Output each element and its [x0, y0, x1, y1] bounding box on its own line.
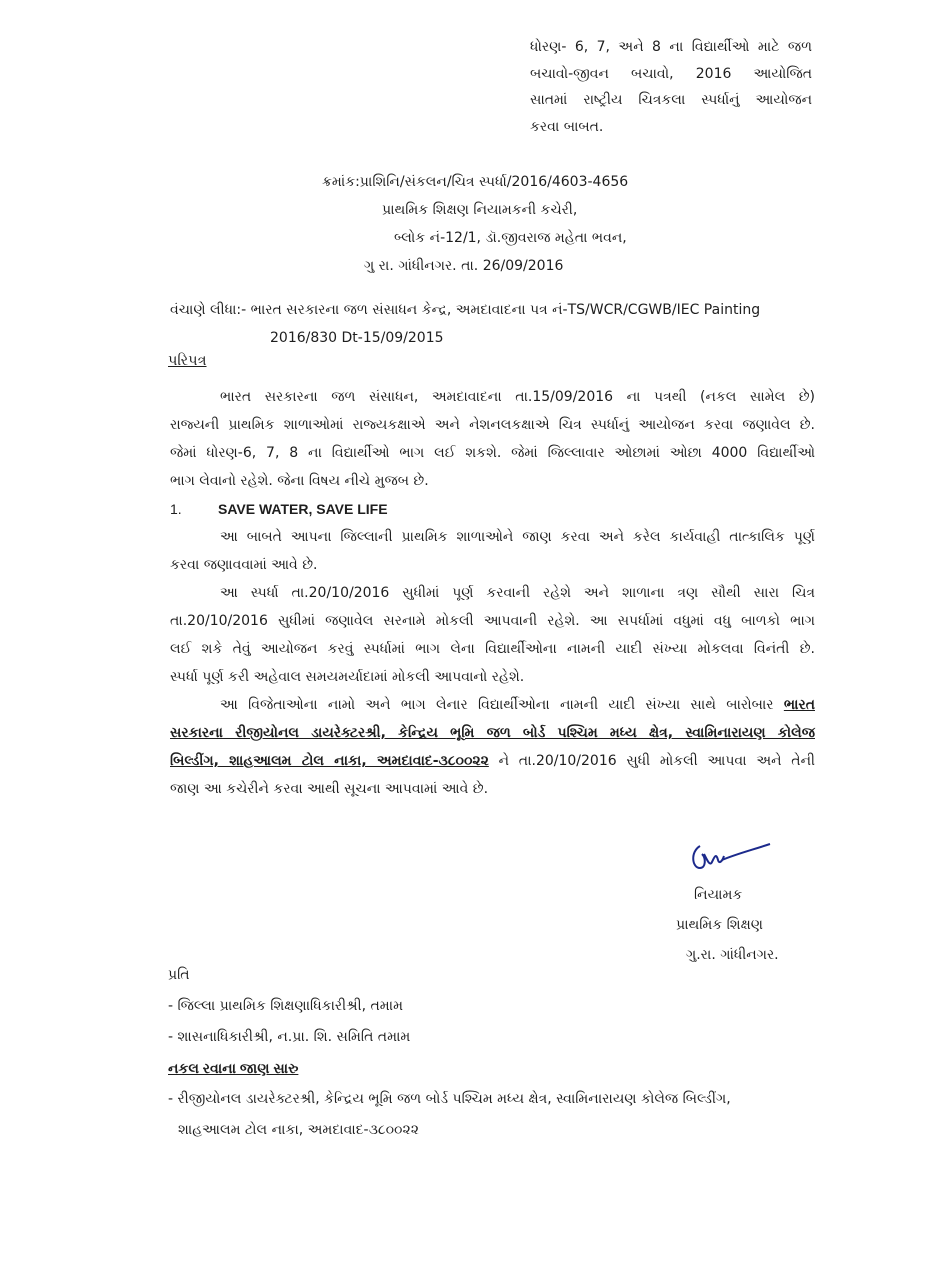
paragraph-line: કરવા જણાવવામાં આવે છે.: [170, 557, 318, 573]
paragraph-line: [170, 719, 815, 747]
paragraph-3: [170, 579, 815, 691]
topic-number: 1.: [170, 501, 182, 517]
signatory-block: [660, 880, 800, 970]
recipient-item: - શાસનાધિકારીશ્રી, ન.પ્રા. શિ. સમિતિ તમામ: [168, 1029, 411, 1045]
paragraph-line: આ બાબતે આપના જિલ્લાની પ્રાથમિક શાળાઓને જાણ કરવા અને કરેલ કાર્યવાહી તાત્કાલિક પૂર્ણ: [220, 529, 815, 545]
recipients-block: [168, 960, 808, 1146]
paragraph-line: [170, 747, 815, 775]
signature-image: [686, 838, 776, 886]
signatory-title: નિયામક: [694, 887, 743, 903]
subject-line: કરવા બાબત.: [530, 118, 604, 135]
reading-reference: [170, 296, 815, 352]
office-address: બ્લોક નં-12/1, ડૉ.જીવરાજ મહેતા ભવન,: [394, 230, 627, 246]
reading-line: 2016/830 Dt-15/09/2015: [270, 330, 444, 346]
paragraph-line: ભાગ લેવાનો રહેશે. જેના વિષય નીચે મુજબ છે.: [170, 473, 429, 489]
paragraph-1: [170, 383, 815, 495]
paragraph-line: [170, 691, 815, 719]
topic-item: [170, 495, 815, 523]
subject-line: ધોરણ- 6, 7, અને 8 ના વિદ્યાર્થીઓ માટે જળ: [530, 39, 812, 55]
paragraph-2: [170, 523, 815, 579]
reading-line: વંચાણે લીધા:- ભારત સરકારના જળ સંસાધન કેન્દ્ર, અમદાવાદના પત્ર નં-TS/WCR/CGWB/IEC Painting: [170, 302, 761, 318]
place-date: ગુ રા. ગાંધીનગર. તા. 26/09/2016: [364, 258, 564, 274]
copy-to-label: નકલ રવાના જાણ સારુ: [168, 1060, 299, 1076]
recipient-item: - જિલ્લા પ્રાથમિક શિક્ષણાધિકારીશ્રી, તમામ: [168, 998, 403, 1014]
paragraph-line: રાજ્યની પ્રાથમિક શાળાઓમાં રાજ્યકક્ષાએ અને નેશનલકક્ષાએ ચિત્ર સ્પર્ધાનું આયોજન કરવા જણાવેલ છે.: [170, 417, 815, 433]
paragraph-line: જેમાં ધોરણ-6, 7, 8 ના વિદ્યાર્થીઓ ભાગ લઈ શકશે. જેમાં જિલ્લાવાર ઓછામાં ઓછા 4000 વિદ્યાર્થીઓ: [170, 445, 815, 461]
reference-number: ક્રમાંક:પ્રાશિનિ/સંકલન/ચિત્ર સ્પર્ધા/2016/4603-4656: [322, 174, 629, 190]
paragraph-line: આ સ્પર્ધા તા.20/10/2016 સુધીમાં પૂર્ણ કરવાની રહેશે અને શાળાના ત્રણ સૌથી સારા ચિત્ર: [220, 585, 815, 601]
signatory-department: પ્રાથમિક શિક્ષણ: [676, 917, 763, 933]
subject-line: બચાવો-જીવન બચાવો, 2016 આયોજિત: [530, 65, 812, 82]
paragraph-line: લઈ શકે તેવું આયોજન કરવું સ્પર્ધામાં ભાગ લેના વિદ્યાર્થીઓના નામની યાદી સંખ્યા મોકલવા વિનંતી છે.: [170, 641, 815, 657]
copy-recipient: શાહઆલમ ટોલ નાકા, અમદાવાદ-૩૮૦૦૨૨: [178, 1122, 419, 1138]
text-run: આ વિજેતાઓના નામો અને ભાગ લેનાર વિદ્યાર્થીઓના નામની યાદી સંખ્યા સાથે બારોબાર: [220, 697, 784, 713]
circular-heading: પરિપત્ર: [168, 353, 207, 369]
address-text: બિલ્ડીંગ, શાહઆલમ ટોલ નાકા, અમદાવાદ-૩૮૦૦૨૨: [170, 753, 489, 769]
paragraph-line: ભારત સરકારના જળ સંસાધન, અમદાવાદના તા.15/09/2016 ના પત્રથી (નકલ સામેલ છે): [220, 389, 815, 405]
office-name: પ્રાથમિક શિક્ષણ નિયામકની કચેરી,: [382, 202, 578, 218]
text-run: ને તા.20/10/2016 સુધી મોકલી આપવા અને તેની: [488, 753, 815, 769]
subject-block: [530, 34, 812, 140]
signatory-place: ગુ.રા. ગાંધીનગર.: [686, 947, 779, 963]
paragraph-line: જાણ આ કચેરીને કરવા આથી સૂચના આપવામાં આવે છે.: [170, 781, 489, 797]
topic-text: SAVE WATER, SAVE LIFE: [218, 501, 388, 517]
address-text: ભારત: [783, 697, 815, 713]
subject-line: સાતમાં રાષ્ટ્રીય ચિત્રકલા સ્પર્ધાનું આયોજન: [530, 92, 812, 108]
paragraph-line: તા.20/10/2016 સુધીમાં જણાવેલ સરનામે મોકલી આપવાની રહેશે. આ સપર્ધામાં વધુમાં વધુ બાળકો ભાગ: [170, 613, 815, 629]
address-text: સરકારના રીજીયોનલ ડાયરેક્ટરશ્રી, કેન્દ્રિય ભૂમિ જળ બોર્ડ પશ્ચિમ મધ્ય ક્ષેત્ર, સ્વામિનારાયણ કોલેજ: [170, 725, 815, 741]
paragraph-line: સ્પર્ધા પૂર્ણ કરી અહેવાલ સમયમર્યાદામાં મોકલી આપવાનો રહેશે.: [170, 669, 525, 685]
recipients-label: પ્રતિ: [168, 967, 190, 983]
paragraph-4: [170, 691, 815, 803]
copy-recipient: - રીજીયોનલ ડાયરેક્ટરશ્રી, કેન્દ્રિય ભૂમિ જળ બોર્ડ પશ્ચિમ મધ્ય ક્ષેત્ર, સ્વામિનારાયણ કોલેજ બિલ્ડીંગ,: [168, 1091, 731, 1107]
circular-body: [170, 383, 815, 803]
